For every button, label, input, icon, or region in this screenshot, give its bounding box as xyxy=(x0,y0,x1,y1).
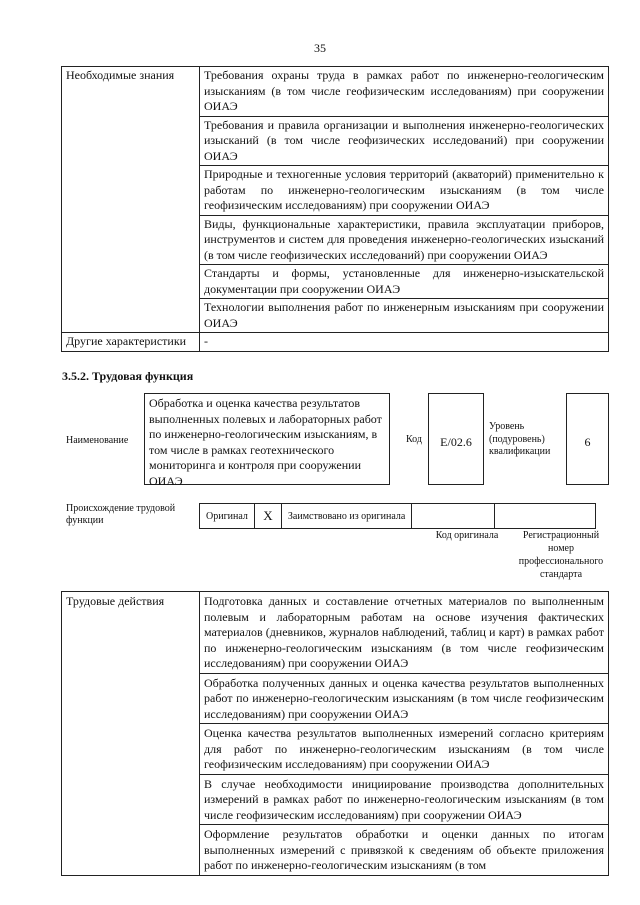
origin-reg-cell xyxy=(495,504,596,529)
knowledge-item: Требования охраны труда в рамках работ по инженерно-геологическим изысканиям (в том числе геофизическим исследованиям) при сооружении ОИАЭ xyxy=(200,67,609,117)
knowledge-item: Стандарты и формы, установленные для инженерно-изыскательской документации при сооружении ОИАЭ xyxy=(200,265,609,299)
code-original-caption: Код оригинала xyxy=(435,530,499,541)
knowledge-label: Необходимые знания xyxy=(62,67,200,333)
origin-borrowed: Заимствовано из оригинала xyxy=(281,504,411,529)
qualification-level: 6 xyxy=(566,393,609,485)
origin-original: Оригинал xyxy=(200,504,255,529)
origin-table xyxy=(199,503,596,529)
function-code: E/02.6 xyxy=(428,393,484,485)
function-name: Обработка и оценка качества результатов выполненных полевых и лабораторных работ по инженерно-геологическим изысканиям, в том числе в рамках геотехнического мониторинга и контроля при сооружении ОИАЭ xyxy=(144,393,390,485)
page-number: 35 xyxy=(314,41,326,55)
origin-label: Происхождение трудовой функции xyxy=(66,503,176,526)
knowledge-item: Требования и правила организации и выполнения инженерно-геологических изысканий (в том числе геофизических исследований) при сооружении ОИАЭ xyxy=(200,116,609,166)
labor-action-item: Оформление результатов обработки и оценки данных по итогам выполненных измерений с привязкой к сведениям об объекте приложения работ по инженерно-геологическим изысканиям (в том xyxy=(200,825,609,876)
labor-action-item: Оценка качества результатов выполненных измерений согласно критериям для работ по инженерно-геологическим изысканиям (в том числе геофизическим исследованиям) при сооружении ОИАЭ xyxy=(200,724,609,775)
origin-mark: X xyxy=(254,504,281,529)
labor-action-item: Подготовка данных и составление отчетных материалов по выполненным полевым и лабораторным работам на основе изучения фактических материалов (дневников, журналов наблюдений, таблиц и карт) в рамках работ по инженерно-геологическим изысканиям (в том числе геофизическим исследованиям) при сооружении ОИАЭ xyxy=(200,592,609,674)
labor-actions-label: Трудовые действия xyxy=(62,592,200,876)
requirements-table xyxy=(61,66,609,352)
labor-action-item: В случае необходимости инициирование производства дополнительных измерений в рамках работ по инженерно-геологическим изысканиям (в том числе геофизическим исследованиям) при сооружении ОИАЭ xyxy=(200,774,609,825)
knowledge-item: Виды, функциональные характеристики, правила эксплуатации приборов, инструментов и систем для проведения инженерно-геологических изысканий (в том числе геофизических исследований) при сооружении ОИАЭ xyxy=(200,215,609,265)
labor-action-item: Обработка полученных данных и оценка качества результатов выполненных работ по инженерно-геологическим изысканиям (в том числе геофизическим исследованиям) при сооружении ОИАЭ xyxy=(200,673,609,724)
other-characteristics-label: Другие характеристики xyxy=(62,333,200,352)
knowledge-item: Природные и техногенные условия территорий (акваторий) применительно к работам по инженерно-геологическим изысканиям (в том числе геофизическим исследованиям) при сооружении ОИАЭ xyxy=(200,166,609,216)
origin-code-cell xyxy=(412,504,495,529)
function-name-label: Наименование xyxy=(66,435,129,446)
knowledge-item: Технологии выполнения работ по инженерным изысканиям при сооружении ОИАЭ xyxy=(200,299,609,333)
function-code-label: Код xyxy=(406,434,422,445)
reg-number-caption: Регистрационный номер профессионального стандарта xyxy=(518,530,604,580)
section-title: 3.5.2. Трудовая функция xyxy=(62,369,194,383)
labor-actions-table xyxy=(61,591,609,876)
other-characteristics-value: - xyxy=(200,333,609,352)
qualification-level-label: Уровень (подуровень) квалификации xyxy=(489,421,551,457)
